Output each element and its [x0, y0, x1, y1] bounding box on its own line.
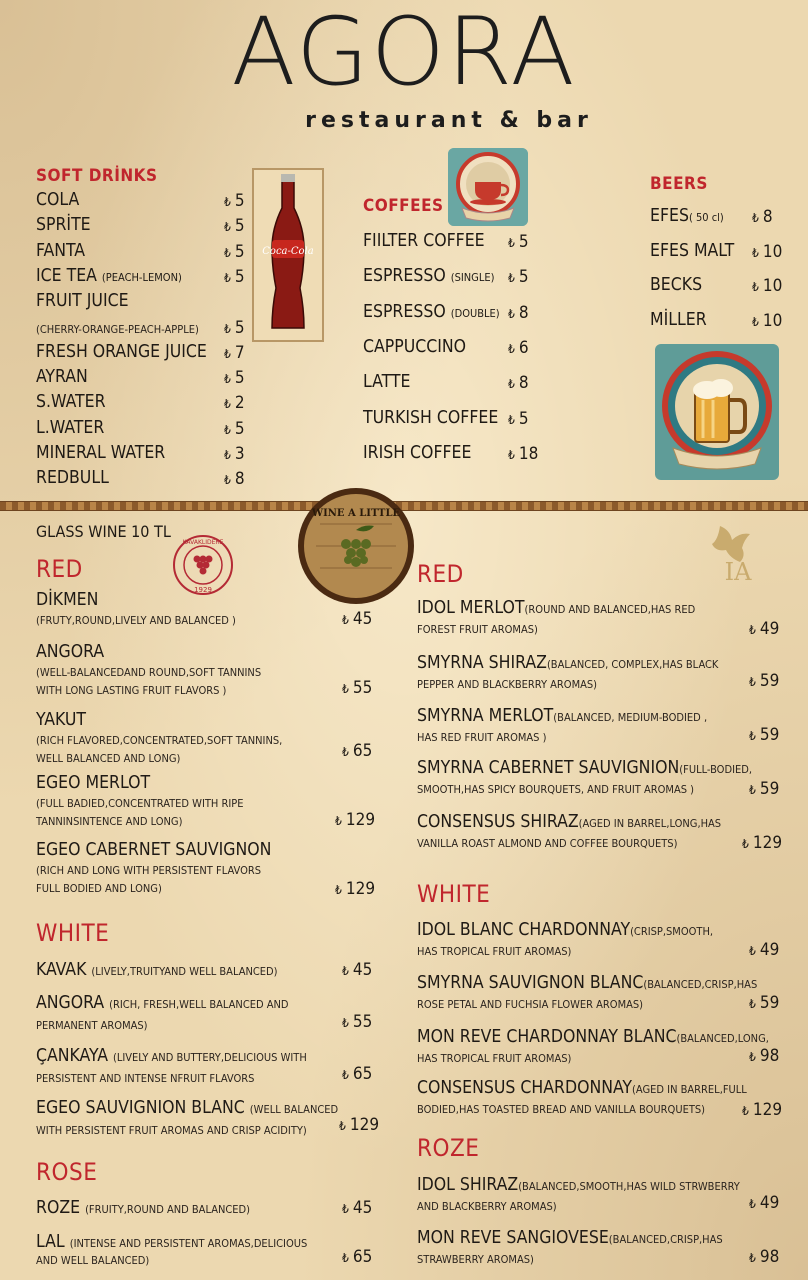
- wine-description: (FULL BADIED,CONCENTRATED WITH RIPE: [36, 797, 244, 810]
- wine-description: HAS RED FRUIT AROMAS ): [417, 731, 547, 744]
- wine-description: HAS TROPICAL FRUIT AROMAS): [417, 945, 572, 958]
- coffee-name: LATTE: [363, 372, 411, 393]
- wine-price: [342, 609, 372, 629]
- currency-symbol: ₺: [224, 346, 231, 361]
- currency-symbol: ₺: [749, 944, 756, 958]
- wine-description: (CRISP,SMOOTH,: [630, 925, 714, 938]
- currency-symbol: ₺: [749, 729, 756, 743]
- wine-description: (RICH, FRESH,WELL BALANCED AND: [109, 998, 289, 1011]
- currency-symbol: ₺: [508, 377, 515, 392]
- price-value: 65: [352, 741, 373, 761]
- price-value: 8: [762, 207, 773, 227]
- price-value: 65: [352, 1247, 373, 1267]
- currency-symbol: ₺: [749, 623, 756, 637]
- wine-price: [342, 1064, 372, 1084]
- wine-description: (FULL-BODIED,: [679, 763, 753, 776]
- svg-text:KAVAKLIDERE: KAVAKLIDERE: [182, 539, 224, 546]
- currency-symbol: ₺: [752, 211, 759, 225]
- currency-symbol: ₺: [749, 1050, 756, 1064]
- currency-symbol: ₺: [224, 321, 231, 336]
- soft-drink-name: REDBULL: [36, 468, 109, 489]
- wine-description: STRAWBERRY AROMAS): [417, 1253, 534, 1266]
- soft-drink-price: [224, 191, 245, 211]
- wine-price: [335, 879, 375, 899]
- wine-name: LAL (INTENSE AND PERSISTENT AROMAS,DELICIOUS: [36, 1232, 308, 1252]
- currency-symbol: ₺: [342, 964, 349, 978]
- soft-drink-name: AYRAN: [36, 367, 88, 388]
- currency-symbol: ₺: [752, 280, 759, 295]
- currency-symbol: ₺: [342, 1016, 349, 1030]
- price-value: 5: [234, 241, 245, 262]
- price-value: 5: [234, 418, 245, 439]
- wine-description: (LIVELY,TRUITYAND WELL BALANCED): [91, 965, 278, 978]
- wine-price: [742, 1100, 782, 1120]
- soft-drink-price: [224, 343, 245, 363]
- price-value: 45: [352, 960, 373, 980]
- wine-name: SMYRNA SHIRAZ(BALANCED, COMPLEX,HAS BLACK: [417, 653, 719, 673]
- price-value: 10: [762, 310, 783, 331]
- currency-symbol: ₺: [508, 306, 515, 321]
- currency-symbol: ₺: [342, 682, 349, 696]
- price-value: 5: [518, 408, 529, 429]
- price-value: 5: [234, 368, 245, 389]
- coffee-name: CAPPUCCINO: [363, 336, 467, 357]
- beer-mug-picture: [655, 344, 779, 480]
- currency-symbol: ₺: [508, 412, 515, 427]
- wine-description: PERSISTENT AND INTENSE NFRUIT FLAVORS: [36, 1072, 255, 1085]
- soft-drink-price: [224, 216, 245, 236]
- wine-price: [342, 1247, 372, 1267]
- price-value: 59: [759, 671, 780, 691]
- price-value: 18: [518, 443, 539, 464]
- wine-price: [342, 741, 372, 761]
- price-value: 5: [234, 317, 245, 338]
- price-value: 98: [759, 1046, 780, 1066]
- wine-description: SMOOTH,HAS SPICY BOURQUETS, AND FRUIT AROMAS ): [417, 783, 695, 796]
- wine-description: (BALANCED,CRISP,HAS: [608, 1233, 723, 1246]
- wine-description: AND BLACKBERRY AROMAS): [417, 1200, 557, 1213]
- price-value: 5: [234, 216, 245, 237]
- soft-drink-note: (PEACH-LEMON): [101, 270, 182, 284]
- wine-name: IDOL MERLOT(ROUND AND BALANCED,HAS RED: [417, 598, 696, 618]
- currency-symbol: ₺: [752, 314, 759, 329]
- currency-symbol: ₺: [224, 220, 231, 235]
- wine-price: [749, 1193, 779, 1213]
- price-value: 5: [518, 267, 529, 288]
- soft-drink-price: [224, 393, 245, 413]
- roze-wine-title: ROZE: [417, 1134, 480, 1162]
- wine-name: ROZE (FRUITY,ROUND AND BALANCED): [36, 1198, 251, 1218]
- coffee-price: [508, 303, 529, 323]
- wine-description: (RICH FLAVORED,CONCENTRATED,SOFT TANNINS,: [36, 734, 283, 747]
- wine-description: (INTENSE AND PERSISTENT AROMAS,DELICIOUS: [69, 1237, 308, 1250]
- wine-price: [749, 940, 779, 960]
- wine-description: (WELL-BALANCEDAND ROUND,SOFT TANNINS: [36, 666, 262, 679]
- beer-name: EFES( 50 cl): [650, 206, 724, 226]
- beers-title: BEERS: [650, 174, 708, 194]
- soft-drink-note: (CHERRY-ORANGE-PEACH-APPLE): [36, 322, 199, 336]
- wine-price: [749, 993, 779, 1013]
- griffin-logo-icon: [706, 520, 766, 584]
- currency-symbol: ₺: [224, 397, 231, 412]
- coffee-price: [508, 338, 529, 358]
- wine-description: TANNINSINTENCE AND LONG): [36, 815, 183, 828]
- price-value: 7: [234, 342, 245, 363]
- brand-tagline: restaurant & bar: [305, 108, 593, 133]
- wine-price: [339, 1115, 379, 1135]
- coffee-price: [508, 444, 538, 464]
- beer-mug-icon: [655, 344, 779, 480]
- wine-name: MON REVE SANGIOVESE(BALANCED,CRISP,HAS: [417, 1228, 723, 1248]
- currency-symbol: ₺: [508, 236, 515, 250]
- soft-drink-name: MINERAL WATER: [36, 443, 166, 463]
- wine-name: EGEO MERLOT: [36, 773, 151, 793]
- wine-name: CONSENSUS SHIRAZ(AGED IN BARREL,LONG,HAS: [417, 812, 722, 832]
- currency-symbol: ₺: [224, 270, 231, 285]
- wine-description: PEPPER AND BLACKBERRY AROMAS): [417, 678, 598, 691]
- soft-drink-name: ICE TEA (PEACH-LEMON): [36, 265, 182, 286]
- currency-symbol: ₺: [342, 745, 349, 759]
- kavaklidere-logo-icon: [172, 534, 234, 596]
- wine-name: SMYRNA MERLOT(BALANCED, MEDIUM-BODIED ,: [417, 706, 708, 726]
- coffee-price: [508, 409, 529, 429]
- coffee-name: ESPRESSO (DOUBLE): [363, 301, 500, 322]
- soft-drink-price: [224, 444, 245, 464]
- kavaklidere-badge: [172, 534, 234, 596]
- currency-symbol: ₺: [508, 341, 515, 356]
- coffees-title: COFFEES: [363, 196, 444, 216]
- svg-text:1929: 1929: [194, 586, 212, 594]
- currency-symbol: ₺: [508, 271, 515, 286]
- price-value: 8: [518, 302, 529, 323]
- wine-description: PERMANENT AROMAS): [36, 1019, 148, 1032]
- wine-description: WELL BALANCED AND LONG): [36, 752, 181, 765]
- wine-description: WITH LONG LASTING FRUIT FLAVORS ): [36, 684, 227, 697]
- wine-price: [749, 1247, 779, 1267]
- wine-description: AND WELL BALANCED): [36, 1254, 150, 1267]
- price-value: 49: [759, 940, 780, 960]
- soft-drink-name: FANTA: [36, 240, 86, 261]
- beer-note: ( 50 cl): [688, 211, 724, 224]
- currency-symbol: ₺: [342, 1202, 349, 1216]
- wine-description: (LIVELY AND BUTTERY,DELICIOUS WITH: [112, 1051, 307, 1064]
- wine-price: [742, 833, 782, 853]
- wine-name: KAVAK (LIVELY,TRUITYAND WELL BALANCED): [36, 960, 278, 980]
- currency-symbol: ₺: [749, 997, 756, 1011]
- coffee-note: (SINGLE): [450, 271, 495, 285]
- svg-text:IA: IA: [724, 558, 752, 584]
- wine-price: [749, 779, 779, 799]
- wine-description: WITH PERSISTENT FRUIT AROMAS AND CRISP ACIDITY): [36, 1124, 307, 1137]
- wine-description: FULL BODIED AND LONG): [36, 882, 162, 895]
- price-value: 5: [234, 266, 245, 287]
- beer-price: [752, 311, 782, 331]
- wine-description: (RICH AND LONG WITH PERSISTENT FLAVORS: [36, 864, 262, 877]
- brand-logo: AGORA: [231, 0, 577, 107]
- wine-price: [342, 678, 372, 698]
- soft-drink-name: S.WATER: [36, 392, 106, 413]
- currency-symbol: ₺: [224, 422, 231, 437]
- price-value: 129: [345, 810, 376, 830]
- wine-name: MON REVE CHARDONNAY BLANC(BALANCED,LONG,: [417, 1027, 769, 1047]
- wine-price: [749, 619, 779, 639]
- currency-symbol: ₺: [749, 783, 756, 797]
- wine-description: ROSE PETAL AND FUCHSIA FLOWER AROMAS): [417, 998, 644, 1011]
- wine-description: (AGED IN BARREL,FULL: [632, 1083, 747, 1096]
- currency-symbol: ₺: [742, 837, 749, 851]
- wine-description: (BALANCED,CRISP,HAS: [643, 978, 758, 991]
- price-value: 129: [752, 833, 783, 853]
- price-value: 129: [349, 1115, 380, 1135]
- price-value: 59: [759, 993, 780, 1013]
- coffee-name: FIILTER COFFEE: [363, 231, 485, 251]
- currency-symbol: ₺: [335, 883, 342, 897]
- beer-price: [752, 207, 773, 227]
- coffee-price: [508, 373, 529, 393]
- wine-brand-mark: [706, 520, 766, 584]
- price-value: 55: [352, 678, 373, 698]
- beer-name: EFES MALT: [650, 240, 735, 261]
- wine-name: YAKUT: [36, 710, 87, 730]
- coffee-name: TURKISH COFFEE: [363, 407, 499, 428]
- currency-symbol: ₺: [224, 245, 231, 260]
- currency-symbol: ₺: [508, 447, 515, 462]
- wine-description: (FRUTY,ROUND,LIVELY AND BALANCED ): [36, 614, 236, 627]
- soft-drink-price: [224, 242, 245, 262]
- price-value: 8: [518, 373, 529, 394]
- currency-symbol: ₺: [749, 1251, 756, 1265]
- beer-price: [752, 276, 782, 296]
- wine-name: ÇANKAYA (LIVELY AND BUTTERY,DELICIOUS WITH: [36, 1046, 307, 1066]
- wine-description: FOREST FRUIT AROMAS): [417, 623, 538, 636]
- wine-name: SMYRNA CABERNET SAUVIGNION(FULL-BODIED,: [417, 758, 753, 778]
- currency-symbol: ₺: [335, 814, 342, 828]
- soft-drinks-title: SOFT DRİNKS: [36, 166, 158, 186]
- coffee-cup-icon: [448, 148, 528, 226]
- coffee-price: [508, 267, 529, 287]
- price-value: 129: [345, 879, 376, 899]
- soft-drink-name: FRUIT JUICE: [36, 291, 129, 312]
- wine-price: [749, 671, 779, 691]
- wine-price: [342, 1198, 372, 1218]
- price-value: 8: [234, 469, 245, 490]
- wine-description: HAS TROPICAL FRUIT AROMAS): [417, 1052, 572, 1065]
- wine-description: (FRUITY,ROUND AND BALANCED): [85, 1203, 251, 1216]
- wine-barrel-picture: [296, 486, 416, 606]
- soft-drink-price: [224, 368, 245, 388]
- currency-symbol: ₺: [339, 1119, 346, 1133]
- coffee-cup-picture: [448, 148, 528, 226]
- wine-description: (BALANCED, MEDIUM-BODIED ,: [553, 711, 708, 724]
- wine-name: EGEO CABERNET SAUVIGNON: [36, 840, 272, 860]
- price-value: 45: [352, 1198, 373, 1218]
- price-value: 3: [234, 444, 245, 464]
- grape-barrel-icon: [296, 486, 416, 606]
- wine-description: (BALANCED, COMPLEX,HAS BLACK: [546, 658, 719, 671]
- soft-drink-name: L.WATER: [36, 417, 105, 438]
- soft-drink-price: [224, 318, 245, 338]
- price-value: 2: [234, 393, 245, 414]
- rose-wine-title: ROSE: [36, 1158, 98, 1186]
- wine-name: EGEO SAUVIGNION BLANC (WELL BALANCED: [36, 1098, 339, 1118]
- white-wine-title: WHITE: [36, 919, 110, 947]
- white-wine-title-right: WHITE: [417, 880, 491, 908]
- svg-text:Coca-Cola: Coca-Cola: [262, 246, 314, 257]
- price-value: 49: [759, 619, 780, 639]
- wine-description: (BALANCED,LONG,: [676, 1032, 769, 1045]
- red-wine-title: RED: [36, 555, 83, 583]
- soft-drink-price: [224, 267, 245, 287]
- wine-description: (BALANCED,SMOOTH,HAS WILD STRWBERRY: [518, 1180, 740, 1193]
- beer-name: MİLLER: [650, 309, 707, 330]
- wine-description: (ROUND AND BALANCED,HAS RED: [524, 603, 696, 616]
- wine-price: [749, 725, 779, 745]
- wine-name: ANGORA (RICH, FRESH,WELL BALANCED AND: [36, 993, 289, 1013]
- wine-name: IDOL SHIRAZ(BALANCED,SMOOTH,HAS WILD STRWBERRY: [417, 1175, 740, 1195]
- currency-symbol: ₺: [342, 613, 349, 627]
- price-value: 6: [518, 337, 529, 358]
- wine-price: [749, 1046, 779, 1066]
- wine-description: (WELL BALANCED: [249, 1103, 339, 1116]
- currency-symbol: ₺: [749, 675, 756, 689]
- price-value: 59: [759, 725, 780, 745]
- red-wine-title-right: RED: [417, 560, 464, 588]
- price-value: 10: [762, 241, 783, 262]
- currency-symbol: ₺: [224, 448, 231, 462]
- coffee-name: IRISH COFFEE: [363, 442, 472, 463]
- currency-symbol: ₺: [342, 1068, 349, 1082]
- price-value: 55: [352, 1012, 373, 1032]
- currency-symbol: ₺: [752, 245, 759, 260]
- coffee-name: ESPRESSO (SINGLE): [363, 266, 495, 287]
- coffee-note: (DOUBLE): [450, 306, 500, 320]
- wine-name: CONSENSUS CHARDONNAY(AGED IN BARREL,FULL: [417, 1078, 747, 1098]
- wine-description: BODIED,HAS TOASTED BREAD AND VANILLA BOURQUETS): [417, 1103, 706, 1116]
- soft-drink-price: [224, 419, 245, 439]
- price-value: 5: [518, 232, 529, 252]
- svg-text:WINE A LITTLE: WINE A LITTLE: [311, 508, 401, 519]
- wine-price: [342, 960, 372, 980]
- wine-name: SMYRNA SAUVIGNON BLANC(BALANCED,CRISP,HAS: [417, 973, 758, 993]
- currency-symbol: ₺: [224, 195, 231, 209]
- currency-symbol: ₺: [742, 1104, 749, 1118]
- price-value: 49: [759, 1193, 780, 1213]
- wine-name: IDOL BLANC CHARDONNAY(CRISP,SMOOTH,: [417, 920, 714, 940]
- beer-price: [752, 242, 782, 262]
- price-value: 129: [752, 1100, 783, 1120]
- wine-price: [335, 810, 375, 830]
- coffee-price: [508, 232, 529, 252]
- price-value: 65: [352, 1064, 373, 1084]
- currency-symbol: ₺: [224, 473, 231, 488]
- soft-drink-price: [224, 469, 245, 489]
- cola-bottle-icon: [254, 170, 322, 340]
- currency-symbol: ₺: [342, 1251, 349, 1265]
- beer-name: BECKS: [650, 275, 703, 296]
- price-value: 98: [759, 1247, 780, 1267]
- soft-drink-name: COLA: [36, 190, 80, 210]
- wine-price: [342, 1012, 372, 1032]
- price-value: 59: [759, 779, 780, 799]
- currency-symbol: ₺: [224, 372, 231, 387]
- price-value: 5: [234, 191, 245, 211]
- soft-drink-name: FRESH ORANGE JUICE: [36, 341, 207, 362]
- currency-symbol: ₺: [749, 1197, 756, 1211]
- soft-drink-name: SPRİTE: [36, 215, 91, 236]
- price-value: 10: [762, 276, 783, 297]
- wine-description: VANILLA ROAST ALMOND AND COFFEE BOURQUETS): [417, 837, 678, 850]
- glass-wine-note: GLASS WINE 10 TL: [36, 522, 171, 541]
- cola-bottle-picture: [252, 168, 324, 342]
- price-value: 45: [352, 609, 373, 629]
- wine-name: DİKMEN: [36, 590, 99, 610]
- wine-name: ANGORA: [36, 642, 105, 662]
- wine-description: (AGED IN BARREL,LONG,HAS: [578, 817, 722, 830]
